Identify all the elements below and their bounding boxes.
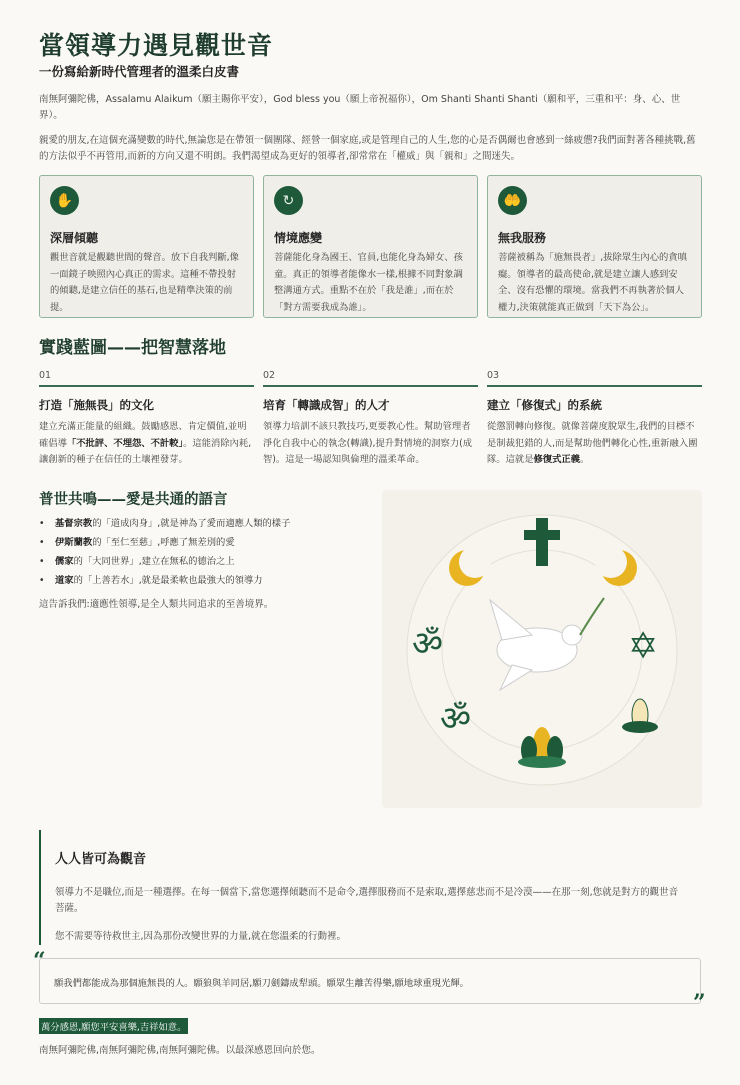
page-subtitle: 一份寫給新時代管理者的溫柔白皮書 — [39, 64, 240, 79]
closing-section — [39, 830, 699, 945]
intro-paragraph: 親愛的朋友,在這個充滿變數的時代,無論您是在帶領一個團隊、經營一個家庭,或是管理自己的人生,您的心是否偶爾也會感到一絲疲憊?我們面對著各種挑戰,舊的方法似乎不再管用,而新的方向又還不明朗。我們渴望成為更好的領導者,卻常常在「權威」與「親和」之間迷失。 — [39, 135, 696, 162]
step-2 — [263, 370, 478, 469]
closing-paragraph-1: 領導力不是職位,而是一種選擇。在每一個當下,當您選擇傾聽而不是命令,選擇服務而不是索取,選擇慈悲而不是冷漠——在那一刻,您就是對方的觀世音菩薩。 — [55, 887, 679, 914]
card-text: 菩薩被稱為「施無畏者」,拔除眾生內心的貪嗔癡。領導者的最高使命,就是建立讓人感到安全、沒有恐懼的環境。當我們不再執著於個人權力,決策就能真正做到「天下為公」。 — [498, 252, 687, 313]
om-icon: ॐ — [412, 624, 444, 664]
step-3 — [487, 370, 702, 469]
praying-figure-icon: ✋ — [50, 186, 79, 215]
card-selfless-service — [487, 175, 702, 318]
blueprint-heading: 實踐藍圖——把智慧落地 — [39, 338, 226, 358]
step-text: 從懲罰轉向修復。就像菩薩度脫眾生,我們的目標不是制裁犯錯的人,而是幫助他們轉化心性,重新融入團隊。這就是修復式正義。 — [487, 421, 698, 465]
star-of-david-icon: ✡ — [628, 626, 659, 667]
step-1 — [39, 370, 254, 469]
list-item: • 基督宗教的「道成肉身」,就是神為了愛而適應人類的樣子 — [39, 514, 369, 533]
om-icon-2: ॐ — [440, 699, 472, 739]
closing-paragraph-2: 您不需要等待救世主,因為那份改變世界的力量,就在您溫柔的行動裡。 — [55, 931, 347, 942]
list-item: • 伊斯蘭教的「至仁至慈」,呼應了無差別的愛 — [39, 533, 369, 552]
page-title: 當領導力遇見觀世音 — [39, 31, 274, 60]
step-title: 打造「施無畏」的文化 — [39, 398, 154, 412]
step-text: 建立充滿正能量的組織。鼓勵感恩、肯定價值,並明確倡導「不批評、不埋怨、不計較」。這能消除內耗,讓創新的種子在信任的土壤裡發芽。 — [39, 421, 252, 465]
blessing-highlight: 萬分感恩,願您平安喜樂,吉祥如意。 — [39, 1018, 188, 1034]
svg-text:★: ★ — [626, 569, 637, 583]
phone-rotate-icon: ↻ — [274, 186, 303, 215]
list-item: • 儒家的「大同世界」,建立在無私的德治之上 — [39, 552, 369, 571]
closing-heading: 人人皆可為觀音 — [55, 852, 147, 867]
final-dedication: 南無阿彌陀佛,南無阿彌陀佛,南無阿彌陀佛。以最深感恩回向於您。 — [39, 1045, 321, 1056]
card-text: 菩薩能化身為國王、官員,也能化身為婦女、孩童。真正的領導者能像水一樣,根據不同對象調整溝通方式。重點不在於「我是誰」,而在於「對方需要我成為誰」。 — [274, 252, 463, 313]
step-title: 培育「轉識成智」的人才 — [263, 398, 390, 412]
step-number: 03 — [487, 370, 702, 387]
close-quote-icon: ” — [693, 990, 706, 1016]
card-title: 無我服務 — [498, 231, 547, 245]
step-number: 02 — [263, 370, 478, 387]
open-quote-icon: “ — [33, 948, 46, 974]
greeting: 南無阿彌陀佛，Assalamu Alaikum（願主賜你平安），God bless you（願上帝祝福你），Om Shanti Shanti Shanti（願和平，三重和平：身、心、世界）。 — [39, 94, 681, 121]
religion-list — [39, 514, 369, 590]
quote-text: 願我們都能成為那個施無畏的人。願狼與羊同居,願刀劍鑄成犁頭。願眾生離苦得樂,願地球重現光輝。 — [54, 978, 469, 989]
list-item: • 道家的「上善若水」,就是最柔軟也最強大的領導力 — [39, 571, 369, 590]
interfaith-illustration — [382, 490, 702, 808]
card-adaptation — [263, 175, 478, 318]
card-title: 深層傾聽 — [50, 231, 99, 245]
card-deep-listening — [39, 175, 254, 318]
step-text: 領導力培訓不該只教技巧,更要教心性。幫助管理者淨化自我中心的執念(轉識),提升對情境的洞察力(成智)。這是一場認知與倫理的溫柔革命。 — [263, 421, 473, 465]
open-hands-icon: 🤲 — [498, 186, 527, 215]
universal-conclusion: 這告訴我們:適應性領導,是全人類共同追求的至善境界。 — [39, 599, 274, 610]
step-number: 01 — [39, 370, 254, 387]
universal-heading: 普世共鳴——愛是共通的語言 — [39, 492, 228, 508]
card-text: 觀世音就是觀聽世間的聲音。放下自我判斷,像一面鏡子映照內心真正的需求。這種不帶投射的傾聽,是建立信任的基石,也是精準決策的前提。 — [50, 252, 239, 313]
card-title: 情境應變 — [274, 231, 323, 245]
blessing-quote — [39, 958, 701, 1004]
step-title: 建立「修復式」的系統 — [487, 398, 602, 412]
